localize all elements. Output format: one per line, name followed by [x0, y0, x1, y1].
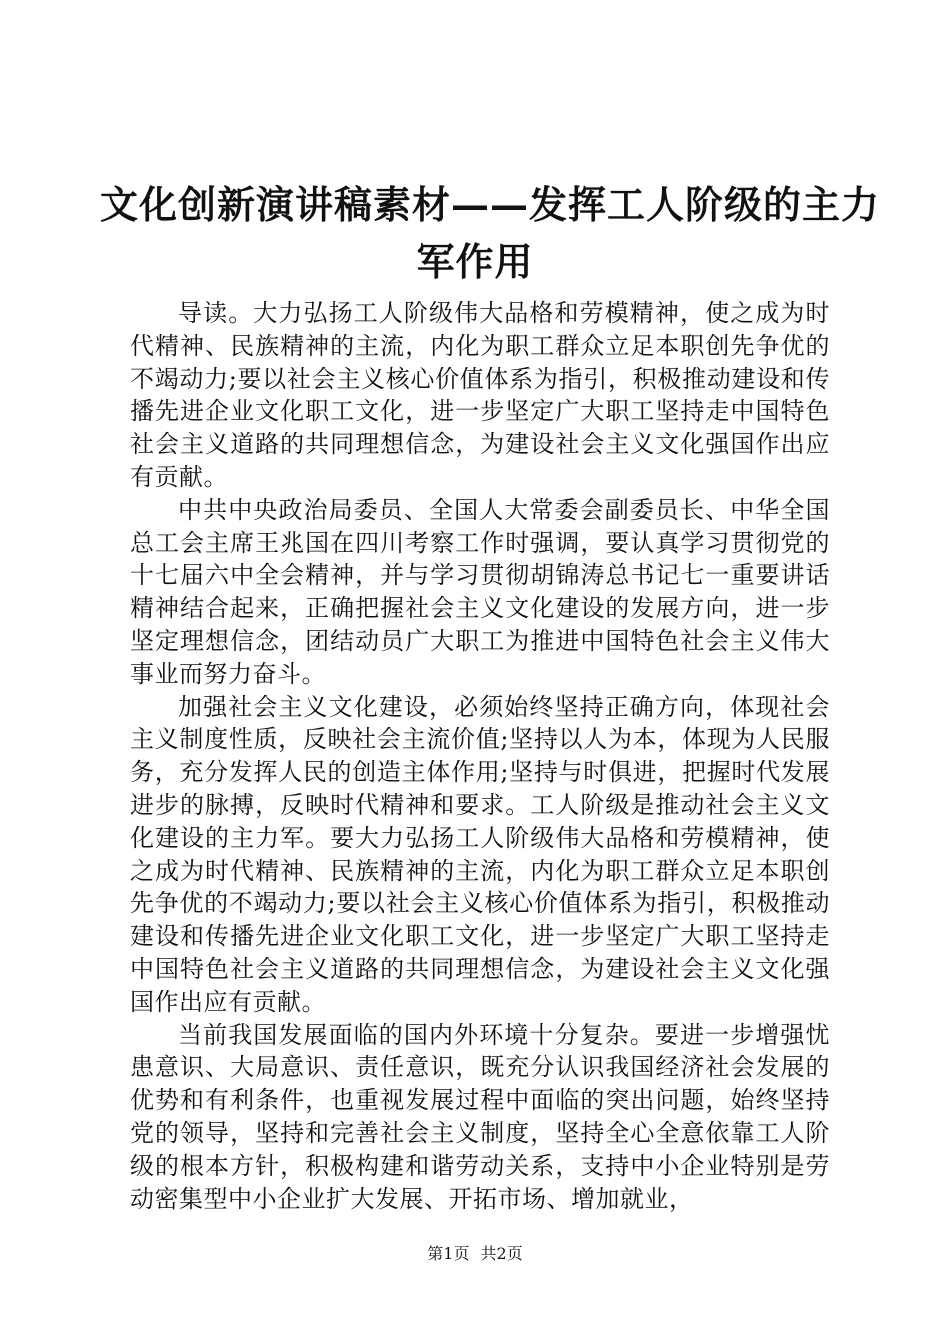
page-number-total: 共2页 [480, 1244, 523, 1263]
page-number-current: 第1页 [427, 1244, 470, 1263]
document-body [130, 297, 830, 1215]
document-title-line-2: 军作用 [416, 239, 534, 284]
document-title-line-1: 文化创新演讲稿素材——发挥工人阶级的主力 [100, 182, 881, 227]
paragraph-3: 加强社会主义文化建设，必须始终坚持正确方向，体现社会主义制度性质，反映社会主流价值;坚持以人为本，体现为人民服务，充分发挥人民的创造主体作用;坚持与时俱进，把握时代发展进步的脉搏，反映时代精神和要求。工人阶级是推动社会主义文化建设的主力军。要大力弘扬工人阶级伟大品格和劳模精神，使之成为时代精神、民族精神的主流，内化为职工群众立足本职创先争优的不竭动力;要以社会主义核心价值体系为指引，积极推动建设和传播先进企业文化职工文化，进一步坚定广大职工坚持走中国特色社会主义道路的共同理想信念，为建设社会主义文化强国作出应有贡献。 [130, 692, 830, 1016]
paragraph-4: 当前我国发展面临的国内外环境十分复杂。要进一步增强忧患意识、大局意识、责任意识，既充分认识我国经济社会发展的优势和有利条件，也重视发展过程中面临的突出问题，始终坚持党的领导，坚持和完善社会主义制度，坚持全心全意依靠工人阶级的根本方针，积极构建和谐劳动关系，支持中小企业特别是劳动密集型中小企业扩大发展、开拓市场、增加就业， [130, 1020, 830, 1213]
paragraph-1: 导读。大力弘扬工人阶级伟大品格和劳模精神，使之成为时代精神、民族精神的主流，内化为职工群众立足本职创先争优的不竭动力;要以社会主义核心价值体系为指引，积极推动建设和传播先进企业文化职工文化，进一步坚定广大职工坚持走中国特色社会主义道路的共同理想信念，为建设社会主义文化强国作出应有贡献。 [130, 299, 830, 491]
page-footer [0, 1244, 950, 1264]
paragraph-2: 中共中央政治局委员、全国人大常委会副委员长、中华全国总工会主席王兆国在四川考察工作时强调，要认真学习贯彻党的十七届六中全会精神，并与学习贯彻胡锦涛总书记七一重要讲话精神结合起来，正确把握社会主义文化建设的发展方向，进一步坚定理想信念，团结动员广大职工为推进中国特色社会主义伟大事业而努力奋斗。 [130, 495, 830, 688]
